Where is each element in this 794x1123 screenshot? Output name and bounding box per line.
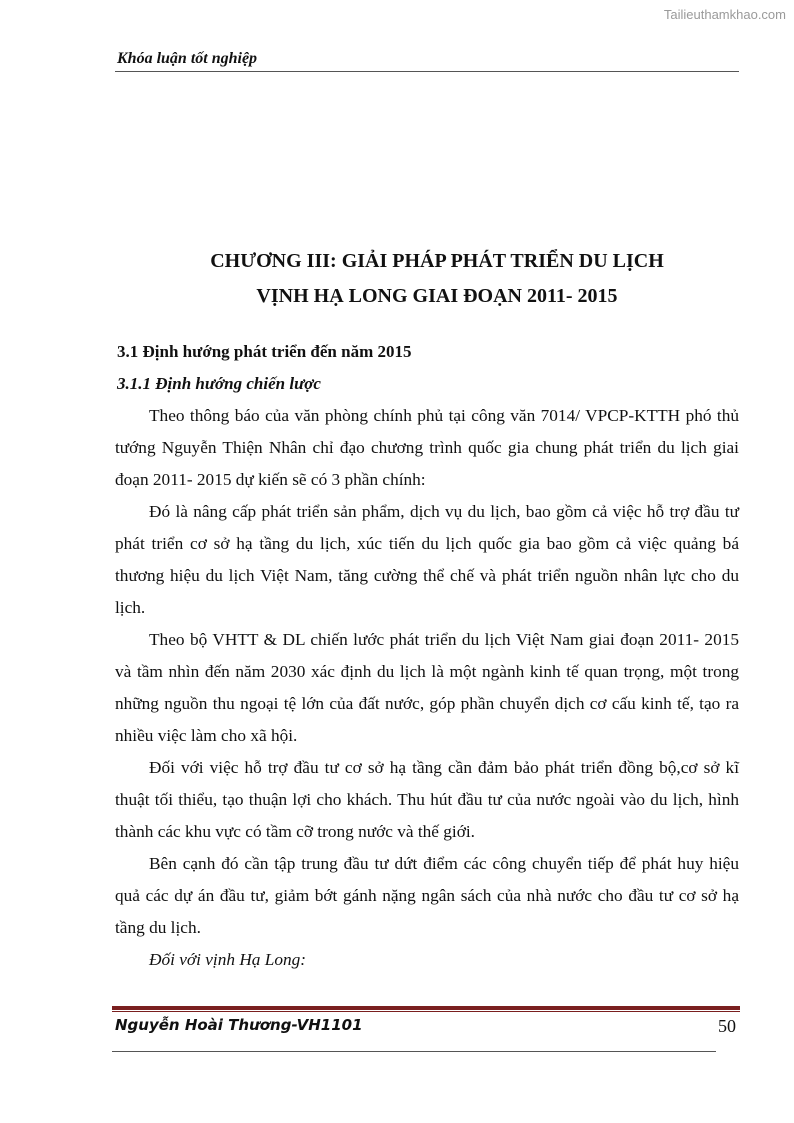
header-divider bbox=[115, 71, 739, 72]
watermark: Tailieuthamkhao.com bbox=[663, 7, 786, 22]
chapter-title-line-1: CHƯƠNG III: GIẢI PHÁP PHÁT TRIỂN DU LỊCH bbox=[210, 250, 664, 272]
body-paragraph-italic: Đối với vịnh Hạ Long: bbox=[149, 950, 307, 969]
body-paragraph: Theo thông báo của văn phòng chính phủ tại công văn 7014/ VPCP-KTTH phó thủ tướng Nguyễn Thiện Nhân chỉ đạo chương trình quốc gia chung phát triển du lịch giai đoạn 2011- 2015 dự kiến sẽ có 3 phần chính: bbox=[115, 406, 739, 489]
body-paragraph: Đối với việc hỗ trợ đầu tư cơ sở hạ tầng cần đảm bảo phát triển đồng bộ,cơ sở kĩ thuật tối thiểu, tạo thuận lợi cho khách. Thu hút đầu tư của nước ngoài vào du lịch, hình thành các khu vực có tầm cỡ trong nước và thế giới. bbox=[115, 758, 739, 841]
body-paragraph: Theo bộ VHTT & DL chiến lước phát triển du lịch Việt Nam giai đoạn 2011- 2015 và tầm nhìn đến năm 2030 xác định du lịch là một ngành kinh tế quan trọng, một trong những nguồn thu ngoại tệ lớn của đất nước, góp phần chuyển dịch cơ cấu kinh tế, tạo ra nhiều việc làm cho xã hội. bbox=[115, 630, 739, 745]
footer-divider-thick bbox=[112, 1006, 740, 1010]
footer-author: Nguyễn Hoài Thương-VH1101 bbox=[115, 1016, 363, 1034]
footer-bottom-divider bbox=[112, 1051, 716, 1052]
running-header-title: Khóa luận tốt nghiệp bbox=[117, 50, 258, 67]
section-heading: 3.1 Định hướng phát triển đến năm 2015 bbox=[117, 342, 412, 361]
footer-divider-thin bbox=[112, 1011, 740, 1012]
body-paragraph: Bên cạnh đó cần tập trung đầu tư dứt điểm các công chuyển tiếp để phát huy hiệu quả các dự án đầu tư, giảm bớt gánh nặng ngân sách của nhà nước cho đầu tư cơ sở hạ tầng du lịch. bbox=[115, 854, 739, 937]
chapter-title-line-2: VỊNH HẠ LONG GIAI ĐOẠN 2011- 2015 bbox=[256, 285, 618, 307]
page-number: 50 bbox=[718, 1016, 736, 1036]
subsection-heading: 3.1.1 Định hướng chiến lược bbox=[117, 374, 321, 393]
body-paragraph: Đó là nâng cấp phát triển sản phẩm, dịch vụ du lịch, bao gồm cả việc hỗ trợ đầu tư phát triển cơ sở hạ tầng du lịch, xúc tiến du lịch quốc gia bao gồm cả việc quảng bá thương hiệu du lịch Việt Nam, tăng cường thể chế và phát triển nguồn nhân lực cho du lịch. bbox=[115, 502, 739, 617]
